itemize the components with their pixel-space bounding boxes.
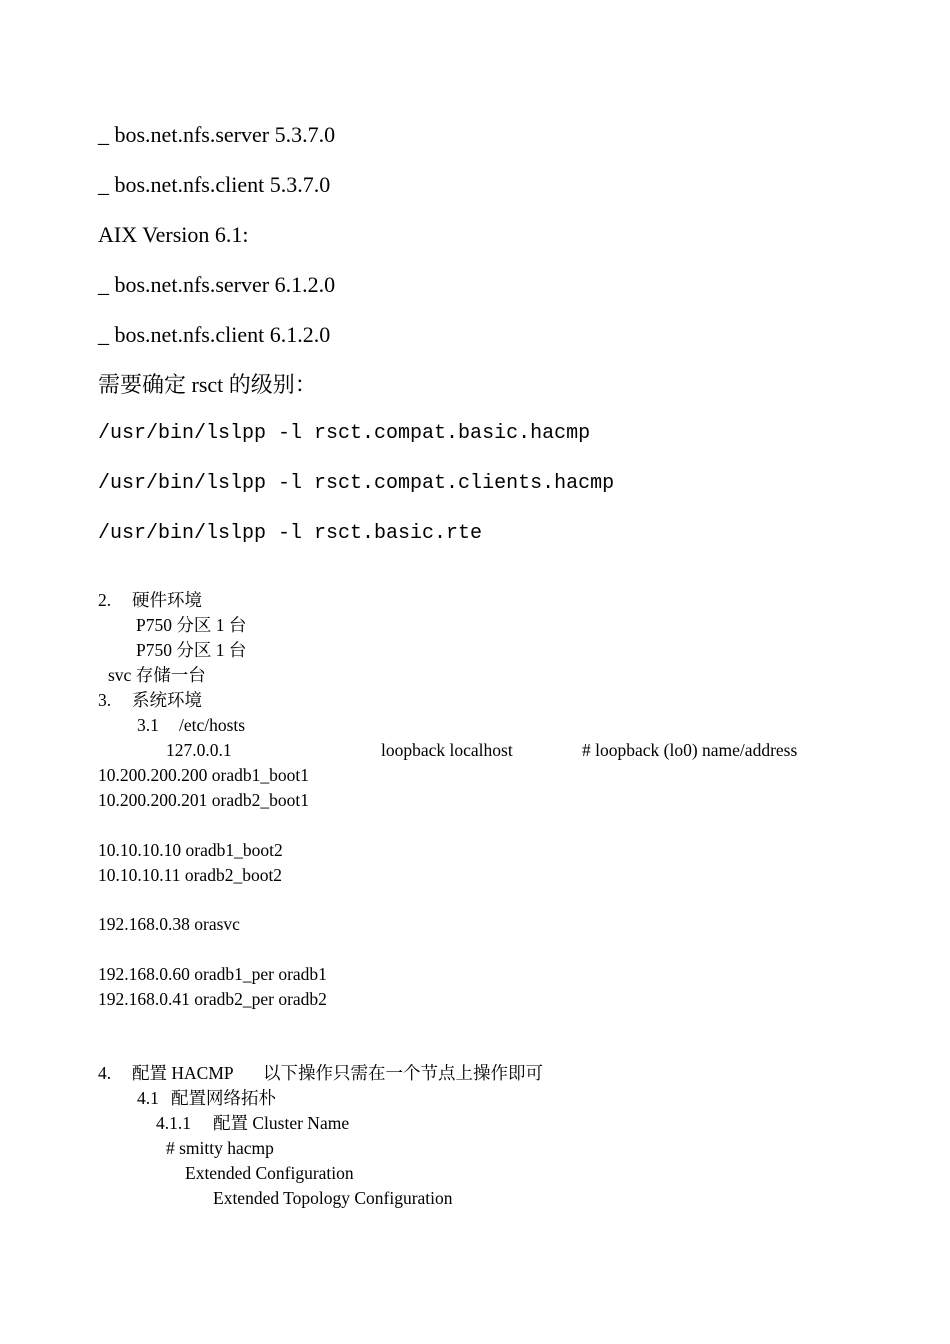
aix-version-heading: AIX Version 6.1: — [98, 222, 249, 247]
rsct-command: /usr/bin/lslpp -l rsct.compat.clients.hacmp — [98, 472, 615, 495]
nfs-fileset-line: _ bos.net.nfs.server 5.3.7.0 — [98, 122, 336, 147]
section-number: 2. — [98, 590, 112, 610]
smitty-command: # smitty hacmp — [166, 1138, 274, 1158]
hosts-entry: 192.168.0.60 oradb1_per oradb1 — [98, 964, 327, 984]
section-title-system: 系统环境 — [132, 690, 202, 710]
hosts-loopback-ip: 127.0.0.1 — [166, 740, 232, 760]
section-number: 3. — [98, 690, 112, 710]
subsection-number: 4.1 — [137, 1088, 159, 1108]
hosts-entry: 192.168.0.38 orasvc — [98, 914, 240, 934]
nfs-fileset-line: _ bos.net.nfs.client 6.1.2.0 — [98, 322, 331, 347]
hosts-entry: 10.200.200.201 oradb2_boot1 — [98, 790, 309, 810]
rsct-command: /usr/bin/lslpp -l rsct.compat.basic.hacmp — [98, 422, 591, 445]
hosts-loopback-names: loopback localhost — [381, 740, 513, 760]
hardware-item: svc 存储一台 — [108, 665, 206, 685]
nfs-fileset-line: _ bos.net.nfs.client 5.3.7.0 — [98, 172, 331, 197]
hosts-loopback-comment: # loopback (lo0) name/address — [582, 740, 798, 760]
hardware-item: P750 分区 1 台 — [136, 640, 247, 660]
section-title-hacmp: 配置 HACMP — [132, 1063, 234, 1083]
nfs-fileset-line: _ bos.net.nfs.server 6.1.2.0 — [98, 272, 336, 297]
subsection-title-hosts: /etc/hosts — [179, 715, 246, 735]
subsection-number: 3.1 — [137, 715, 159, 735]
hacmp-note: 以下操作只需在一个节点上操作即可 — [263, 1063, 543, 1083]
section-number: 4. — [98, 1063, 112, 1083]
hosts-entry: 10.10.10.10 oradb1_boot2 — [98, 840, 283, 860]
rsct-heading: 需要确定 rsct 的级别： — [98, 372, 317, 397]
section-title-hardware: 硬件环境 — [132, 590, 202, 610]
menu-path-item: Extended Topology Configuration — [213, 1188, 453, 1208]
hosts-entry: 10.10.10.11 oradb2_boot2 — [98, 865, 283, 885]
subsubsection-number: 4.1.1 — [156, 1113, 191, 1133]
hardware-item: P750 分区 1 台 — [136, 615, 247, 635]
subsection-title-network: 配置网络拓朴 — [171, 1088, 276, 1108]
rsct-command: /usr/bin/lslpp -l rsct.basic.rte — [98, 522, 483, 545]
subsubsection-title-cluster-name: 配置 Cluster Name — [213, 1113, 350, 1133]
hosts-entry: 10.200.200.200 oradb1_boot1 — [98, 765, 309, 785]
menu-path-item: Extended Configuration — [185, 1163, 354, 1183]
hosts-entry: 192.168.0.41 oradb2_per oradb2 — [98, 989, 327, 1009]
